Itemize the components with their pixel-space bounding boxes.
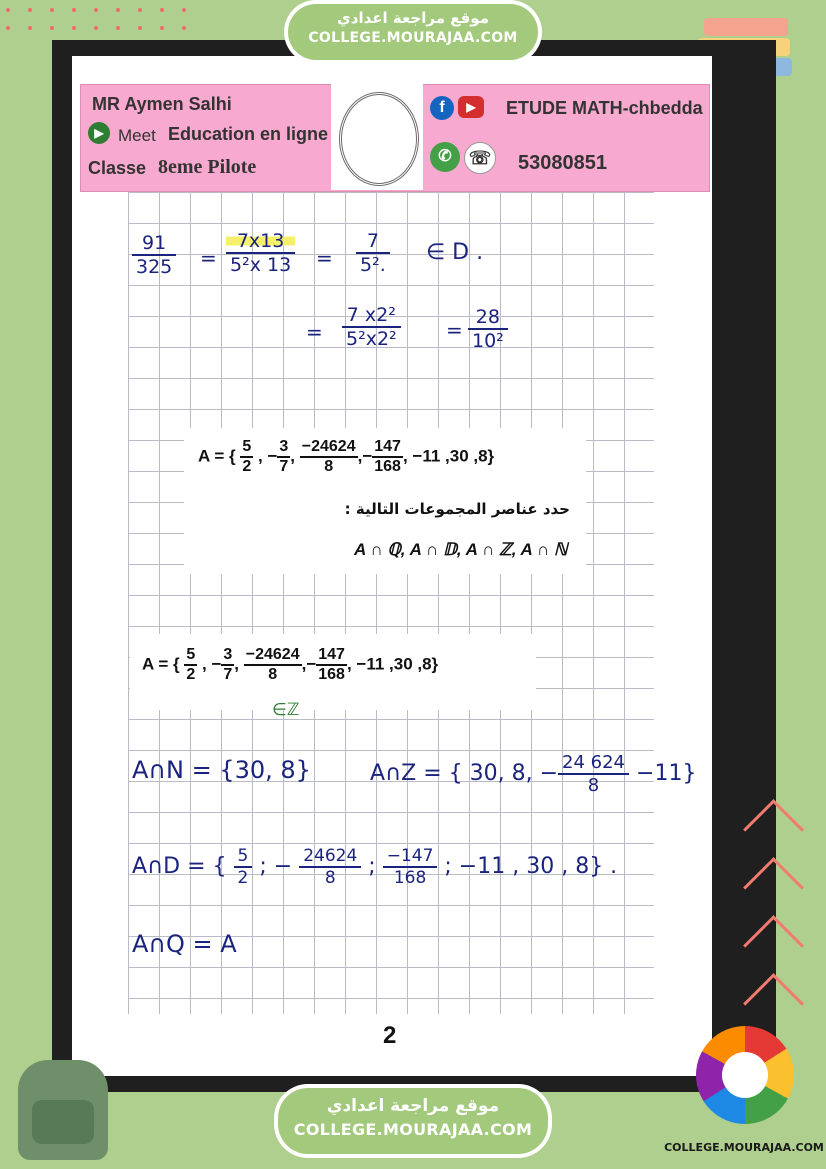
page-number: 2 — [383, 1022, 397, 1049]
youtube-icon: ▶ — [458, 96, 484, 118]
membership-d: ∈ D . — [426, 240, 484, 265]
backpack-illustration — [18, 1060, 108, 1160]
a-inter-z: A∩Z = { 30, 8, − $\frac{24 624}{8}$ −11} — [370, 752, 697, 796]
site-banner-bottom — [278, 1088, 548, 1154]
meet-label: Meet — [118, 126, 156, 145]
education-wheel-logo — [696, 1026, 794, 1124]
equals-sign: = — [200, 246, 217, 270]
whatsapp-icon: ✆ — [430, 142, 460, 172]
set-a-definition-repeat: A = { $\frac{5}{2}$ , − $\frac{3}{7}$ , $\frac{-24624}{8}$ ,− $\frac{147}{168}$ , −11 ,30 ,8} — [142, 646, 439, 683]
fraction-91-325: $\frac{91}{325}$ — [132, 232, 176, 278]
teacher-name: MR Aymen Salhi — [92, 94, 232, 114]
classe-label: Classe — [88, 158, 147, 178]
phone-icon: ☏ — [464, 142, 496, 174]
site-url: COLLEGE.MOURAJAA.COM — [308, 30, 518, 46]
exercise-statement — [184, 428, 586, 574]
corner-site-url: COLLEGE.MOURAJAA.COM — [664, 1141, 824, 1154]
equals-sign: = — [446, 318, 463, 342]
fraction-28-over-10sq: $\frac{28}{\text{10²}}$ — [468, 306, 508, 352]
set-a-repeat — [130, 634, 536, 710]
meet-icon: ▶ — [88, 122, 110, 144]
in-z-annotation: ∈ℤ — [272, 700, 300, 720]
equals-sign: = — [316, 246, 333, 270]
a-inter-n: A∩N = {30, 8} — [132, 756, 311, 784]
facebook-icon: f — [430, 96, 454, 120]
school-logo — [331, 84, 423, 190]
a-inter-d: A∩D = { $\frac{5}{2}$ ; − $\frac{24624}{8}$ ; $\frac{-147}{168}$ ; −11 , 30 , 8} . — [132, 846, 618, 888]
fraction-7x13: $\frac{7x13}{\text{5²x 13}}$ — [226, 230, 295, 276]
education-label: Education en ligne — [168, 124, 329, 144]
equals-sign: = — [306, 320, 323, 344]
sets-list: A ∩ ℚ, A ∩ 𝔻, A ∩ ℤ, A ∩ ℕ — [354, 540, 568, 559]
fraction-7x2sq: $\frac{\text{7 x2²}}{\text{5²x2²}}$ — [342, 304, 401, 350]
classe-value: 8eme Pilote — [158, 156, 257, 178]
site-url: COLLEGE.MOURAJAA.COM — [293, 1120, 533, 1139]
site-name-arabic: موقع مراجعة اعدادي — [337, 9, 489, 27]
etude-label: ETUDE MATH-chbedda — [506, 98, 703, 118]
site-banner-top — [288, 4, 538, 60]
instruction-arabic: حدد عناصر المجموعات التالية : — [344, 500, 570, 518]
phone-number: 53080851 — [518, 152, 607, 174]
site-name-arabic: موقع مراجعة اعدادي — [326, 1096, 500, 1116]
fraction-7-over-5sq: $\frac{7}{\text{5².}}$ — [356, 230, 390, 276]
set-a-definition: A = { $\frac{5}{2}$ , − $\frac{3}{7}$ , $\frac{-24624}{8}$ ,− $\frac{147}{168}$ , −11 ,30 ,8} — [198, 438, 495, 475]
a-inter-q: A∩Q = A — [132, 930, 237, 958]
